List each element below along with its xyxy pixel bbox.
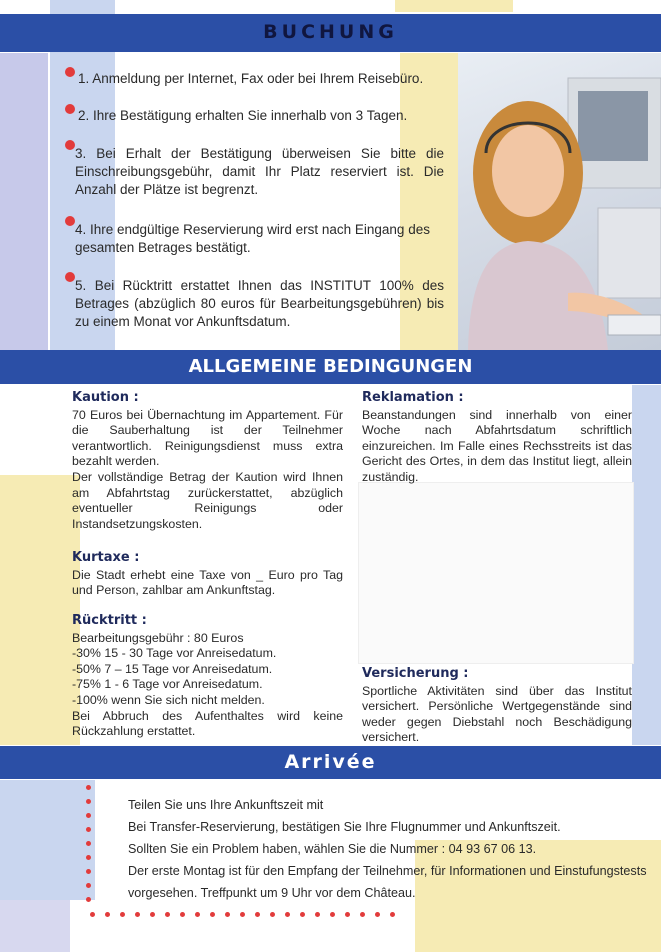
bracket-dot [375, 912, 380, 917]
bullet-dot [65, 216, 75, 226]
bracket-dot [360, 912, 365, 917]
arrivee-line-5: vorgesehen. Treffpunkt um 9 Uhr vor dem Château. [128, 886, 416, 900]
bracket-dot [330, 912, 335, 917]
bracket-dot [240, 912, 245, 917]
buchung-item-2: 2. Ihre Bestätigung erhalten Sie innerhalb von 3 Tagen. [78, 108, 408, 123]
ruecktritt-line: -50% 7 – 15 Tage vor Anreisedatum. [72, 661, 273, 676]
bracket-dot [135, 912, 140, 917]
buchung-item-4: 4. Ihre endgültige Reservierung wird erst nach Eingang des gesamten Betrages bestätigt. [75, 222, 430, 255]
bracket-dot [195, 912, 200, 917]
versicherung-text: Sportliche Aktivitäten sind über das Institut versichert. Persönliche Wertgegenstände sind weder gegen Diebstahl noch Beschädigung versichert. [362, 683, 632, 745]
bracket-dot [165, 912, 170, 917]
bracket-dot [390, 912, 395, 917]
bracket-dot [210, 912, 215, 917]
arrivee-line-4: Der erste Montag ist für den Empfang der Teilnehmer, für Informationen und Einstufungstests [128, 864, 647, 878]
bracket-dot [180, 912, 185, 917]
buchung-item-3: 3. Bei Erhalt der Bestätigung überweisen Sie bitte die Einschreibungsgebühr, damit Ihr Platz reserviert ist. Die Anzahl der Plätze ist begrenzt. [75, 146, 444, 197]
kaution-text-2: Der vollständige Betrag der Kaution wird Ihnen am Abfahrtstag zurückerstattet, abzüglich eventueller Reinigungs oder Instandsetzungskosten. [72, 469, 343, 531]
kurtaxe-section [72, 550, 343, 599]
ruecktritt-line: -75% 1 - 6 Tage vor Anreisedatum. [72, 677, 263, 692]
versicherung-section [362, 666, 632, 746]
buchung-item-5: 5. Bei Rücktritt erstattet Ihnen das INSTITUT 100% des Betrages (abzüglich 80 euros für Bearbeitungsgebühren) bis zu einem Monat vor Ankunftsdatum. [75, 278, 444, 329]
bracket-dot [86, 827, 91, 832]
arrivee-title: Arrivée [284, 751, 377, 773]
bracket-dot [86, 785, 91, 790]
photo-illustration [458, 53, 661, 350]
reklamation-section [362, 390, 632, 486]
woman-with-headset-photo [458, 53, 661, 350]
ruecktritt-line: -100% wenn Sie sich nicht melden. [72, 692, 265, 707]
bracket-dot [150, 912, 155, 917]
ruecktritt-section [72, 613, 343, 740]
kaution-text-1: 70 Euros bei Übernachtung im Appartement. Für die Sauberhaltung ist der Teilnehmer verantwortlich. Reinigungsdienst muss extra bezahlt werden. [72, 407, 343, 469]
bracket-dot [225, 912, 230, 917]
arrivee-line-1: Teilen Sie uns Ihre Ankunftszeit mit [128, 798, 324, 812]
bracket-dot [90, 912, 95, 917]
bracket-dot [285, 912, 290, 917]
kaution-section [72, 390, 343, 532]
arrivee-line-3: Sollten Sie ein Problem haben, wählen Sie die Nummer : 04 93 67 06 13. [128, 842, 537, 856]
buchung-banner [0, 14, 661, 52]
bullet-dot [65, 140, 75, 150]
bracket-dot [270, 912, 275, 917]
bracket-dot [86, 841, 91, 846]
bracket-dot [120, 912, 125, 917]
bracket-dot [86, 813, 91, 818]
bedingungen-title: ALLGEMEINE BEDINGUNGEN [188, 356, 473, 377]
bracket-dot [86, 883, 91, 888]
bracket-dot [86, 869, 91, 874]
bullet-dot [65, 67, 75, 77]
ruecktritt-closing: Bei Abbruch des Aufenthaltes wird keine Rückzahlung erstattet. [72, 708, 343, 739]
bracket-dot [86, 897, 91, 902]
buchung-title: BUCHUNG [263, 21, 398, 43]
arrivee-line-2: Bei Transfer-Reservierung, bestätigen Sie Ihre Flugnummer und Ankunftszeit. [128, 820, 561, 834]
arrivee-banner [0, 746, 661, 779]
reklamation-text: Beanstandungen sind innerhalb von einer Woche nach Abfahrtsdatum schriftlich einzureichen. Im Falle eines Rechsstreits ist das Gericht des Ortes, in dem das Institut liegt, allein zuständig. [362, 407, 632, 484]
kurtaxe-heading: Kurtaxe : [72, 550, 140, 565]
versicherung-heading: Versicherung : [362, 666, 469, 681]
bracket-dot [300, 912, 305, 917]
ruecktritt-line: Bearbeitungsgebühr : 80 Euros [72, 630, 244, 645]
buchung-item-1: 1. Anmeldung per Internet, Fax oder bei Ihrem Reisebüro. [78, 71, 424, 86]
bracket-dot [86, 799, 91, 804]
deco-block-blue-left-low [0, 780, 95, 900]
ruecktritt-heading: Rücktritt : [72, 613, 147, 628]
bullet-dot [65, 272, 75, 282]
deco-block-yellow-left [0, 475, 80, 745]
faded-panel [358, 482, 634, 664]
deco-block-yellow-top [395, 0, 513, 12]
bullet-dot [65, 104, 75, 114]
bracket-dot [105, 912, 110, 917]
bracket-dot [315, 912, 320, 917]
bracket-dot [345, 912, 350, 917]
deco-block-blue-right [632, 385, 661, 745]
bracket-dot [86, 855, 91, 860]
bedingungen-banner [0, 350, 661, 384]
deco-block-lavender-bottom [0, 900, 70, 952]
reklamation-heading: Reklamation : [362, 390, 464, 405]
ruecktritt-line: -30% 15 - 30 Tage vor Anreisedatum. [72, 646, 277, 661]
kaution-heading: Kaution : [72, 390, 139, 405]
bracket-dot [255, 912, 260, 917]
deco-block-lavender [0, 53, 48, 350]
kurtaxe-text: Die Stadt erhebt eine Taxe von _ Euro pro Tag und Person, zahlbar am Ankunftstag. [72, 567, 343, 598]
